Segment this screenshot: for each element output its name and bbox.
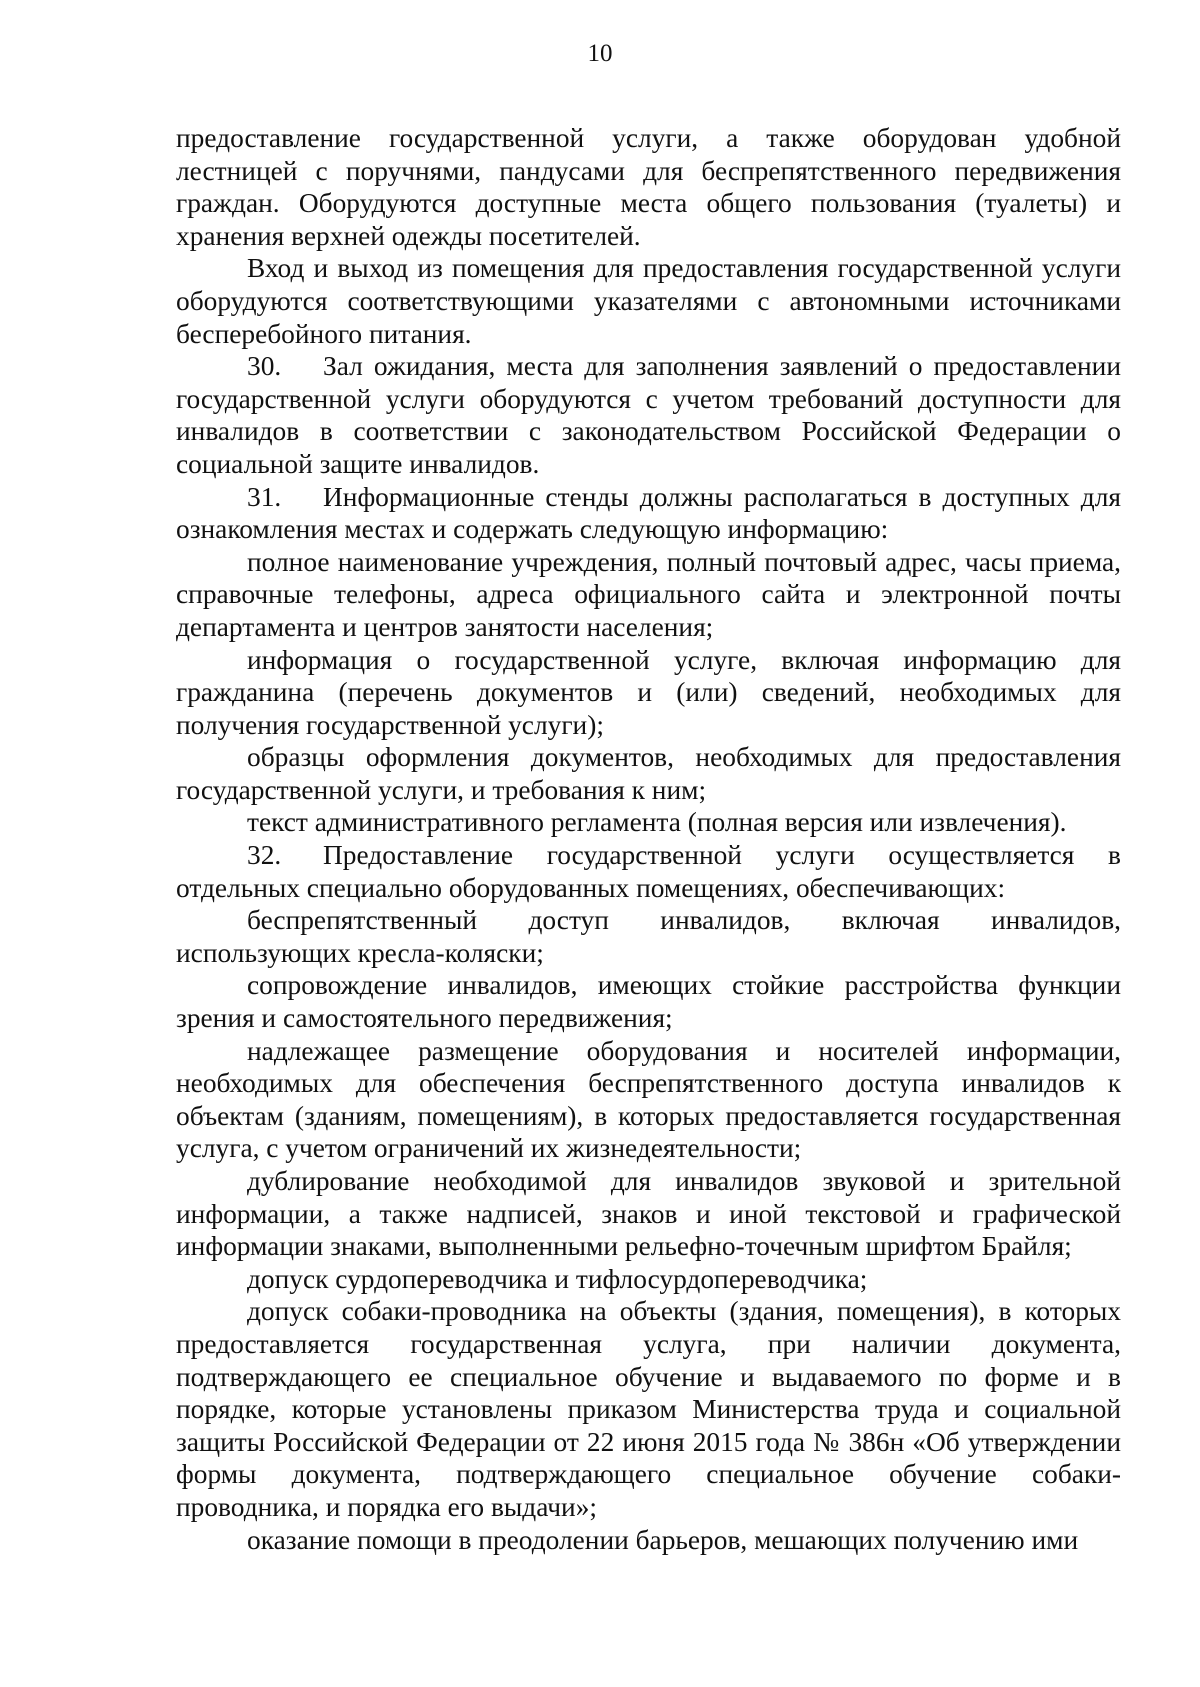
paragraph: [176, 481, 1121, 546]
paragraph-text: информация о государственной услуге, включая информацию для гражданина (перечень документов и (или) сведений, необходимых для получения государственной услуги);: [176, 644, 1121, 740]
clause-number: 30.: [247, 351, 282, 382]
paragraph: [176, 741, 1121, 806]
paragraph-text: допуск сурдопереводчика и тифлосурдопереводчика;: [247, 1263, 868, 1294]
paragraph: [176, 1263, 1121, 1296]
paragraph-text: Информационные стенды должны располагаться в доступных для ознакомления местах и содержать следующую информацию:: [176, 481, 1121, 545]
paragraph: [176, 904, 1121, 969]
paragraph: [176, 969, 1121, 1034]
paragraph-text: беспрепятственный доступ инвалидов, включая инвалидов, использующих кресла-коляски;: [176, 905, 1121, 968]
paragraph: [176, 1524, 1121, 1557]
paragraph-text: текст административного регламента (полная версия или извлечения).: [247, 807, 1067, 838]
paragraph-text: допуск собаки-проводника на объекты (здания, помещения), в которых предоставляется государственная услуга, при наличии документа, подтверждающего ее специальное обучение и выдаваемого по форме и в порядке, которые установлены приказом Министерства труда и социальной защиты Российской Федерации от 22 июня 2015 года № 386н «Об утверждении формы документа, подтверждающего специальное обучение собаки-проводника, и порядка его выдачи»;: [176, 1296, 1121, 1522]
paragraph-text: Зал ожидания, места для заполнения заявлений о предоставлении государственной услуги оборудуются с учетом требований доступности для инвалидов в соответствии с законодательством Российской Федерации о социальной защите инвалидов.: [176, 351, 1121, 479]
paragraph-text: Вход и выход из помещения для предоставления государственной услуги оборудуются соответствующими указателями с автономными источниками бесперебойного питания.: [176, 253, 1121, 349]
paragraph: [176, 122, 1121, 252]
clause-number: 32.: [247, 840, 282, 871]
paragraph-text: надлежащее размещение оборудования и носителей информации, необходимых для обеспечения беспрепятственного доступа инвалидов к объектам (зданиям, помещениям), в которых предоставляется государственная услуга, с учетом ограничений их жизнедеятельности;: [176, 1035, 1121, 1164]
document-body: [176, 122, 1121, 1556]
clause-number: 31.: [247, 481, 282, 512]
paragraph-text: оказание помощи в преодолении барьеров, мешающих получению ими: [247, 1524, 1079, 1555]
paragraph-text: дублирование необходимой для инвалидов звуковой и зрительной информации, а также надписей, знаков и иной текстовой и графической информации знаками, выполненными рельефно-точечным шрифтом Брайля;: [176, 1166, 1121, 1262]
paragraph-text: полное наименование учреждения, полный почтовый адрес, часы приема, справочные телефоны, адреса официального сайта и электронной почты департамента и центров занятости населения;: [176, 546, 1121, 642]
paragraph: [176, 806, 1121, 839]
paragraph-text: предоставление государственной услуги, а также оборудован удобной лестницей с поручнями, пандусами для беспрепятственного передвижения граждан. Оборудуются доступные места общего пользования (туалеты) и хранения верхней одежды посетителей.: [176, 123, 1121, 251]
paragraph: [176, 546, 1121, 644]
paragraph-text: Предоставление государственной услуги осуществляется в отдельных специально оборудованных помещениях, обеспечивающих:: [176, 840, 1121, 903]
paragraph: [176, 1035, 1121, 1165]
paragraph: [176, 1295, 1121, 1523]
paragraph: [176, 839, 1121, 904]
paragraph: [176, 644, 1121, 742]
paragraph: [176, 350, 1121, 480]
paragraph-text: образцы оформления документов, необходимых для предоставления государственной услуги, и требования к ним;: [176, 742, 1121, 805]
paragraph: [176, 252, 1121, 350]
paragraph-text: сопровождение инвалидов, имеющих стойкие расстройства функции зрения и самостоятельного передвижения;: [176, 970, 1121, 1034]
paragraph: [176, 1165, 1121, 1263]
page-number: 10: [587, 40, 613, 67]
